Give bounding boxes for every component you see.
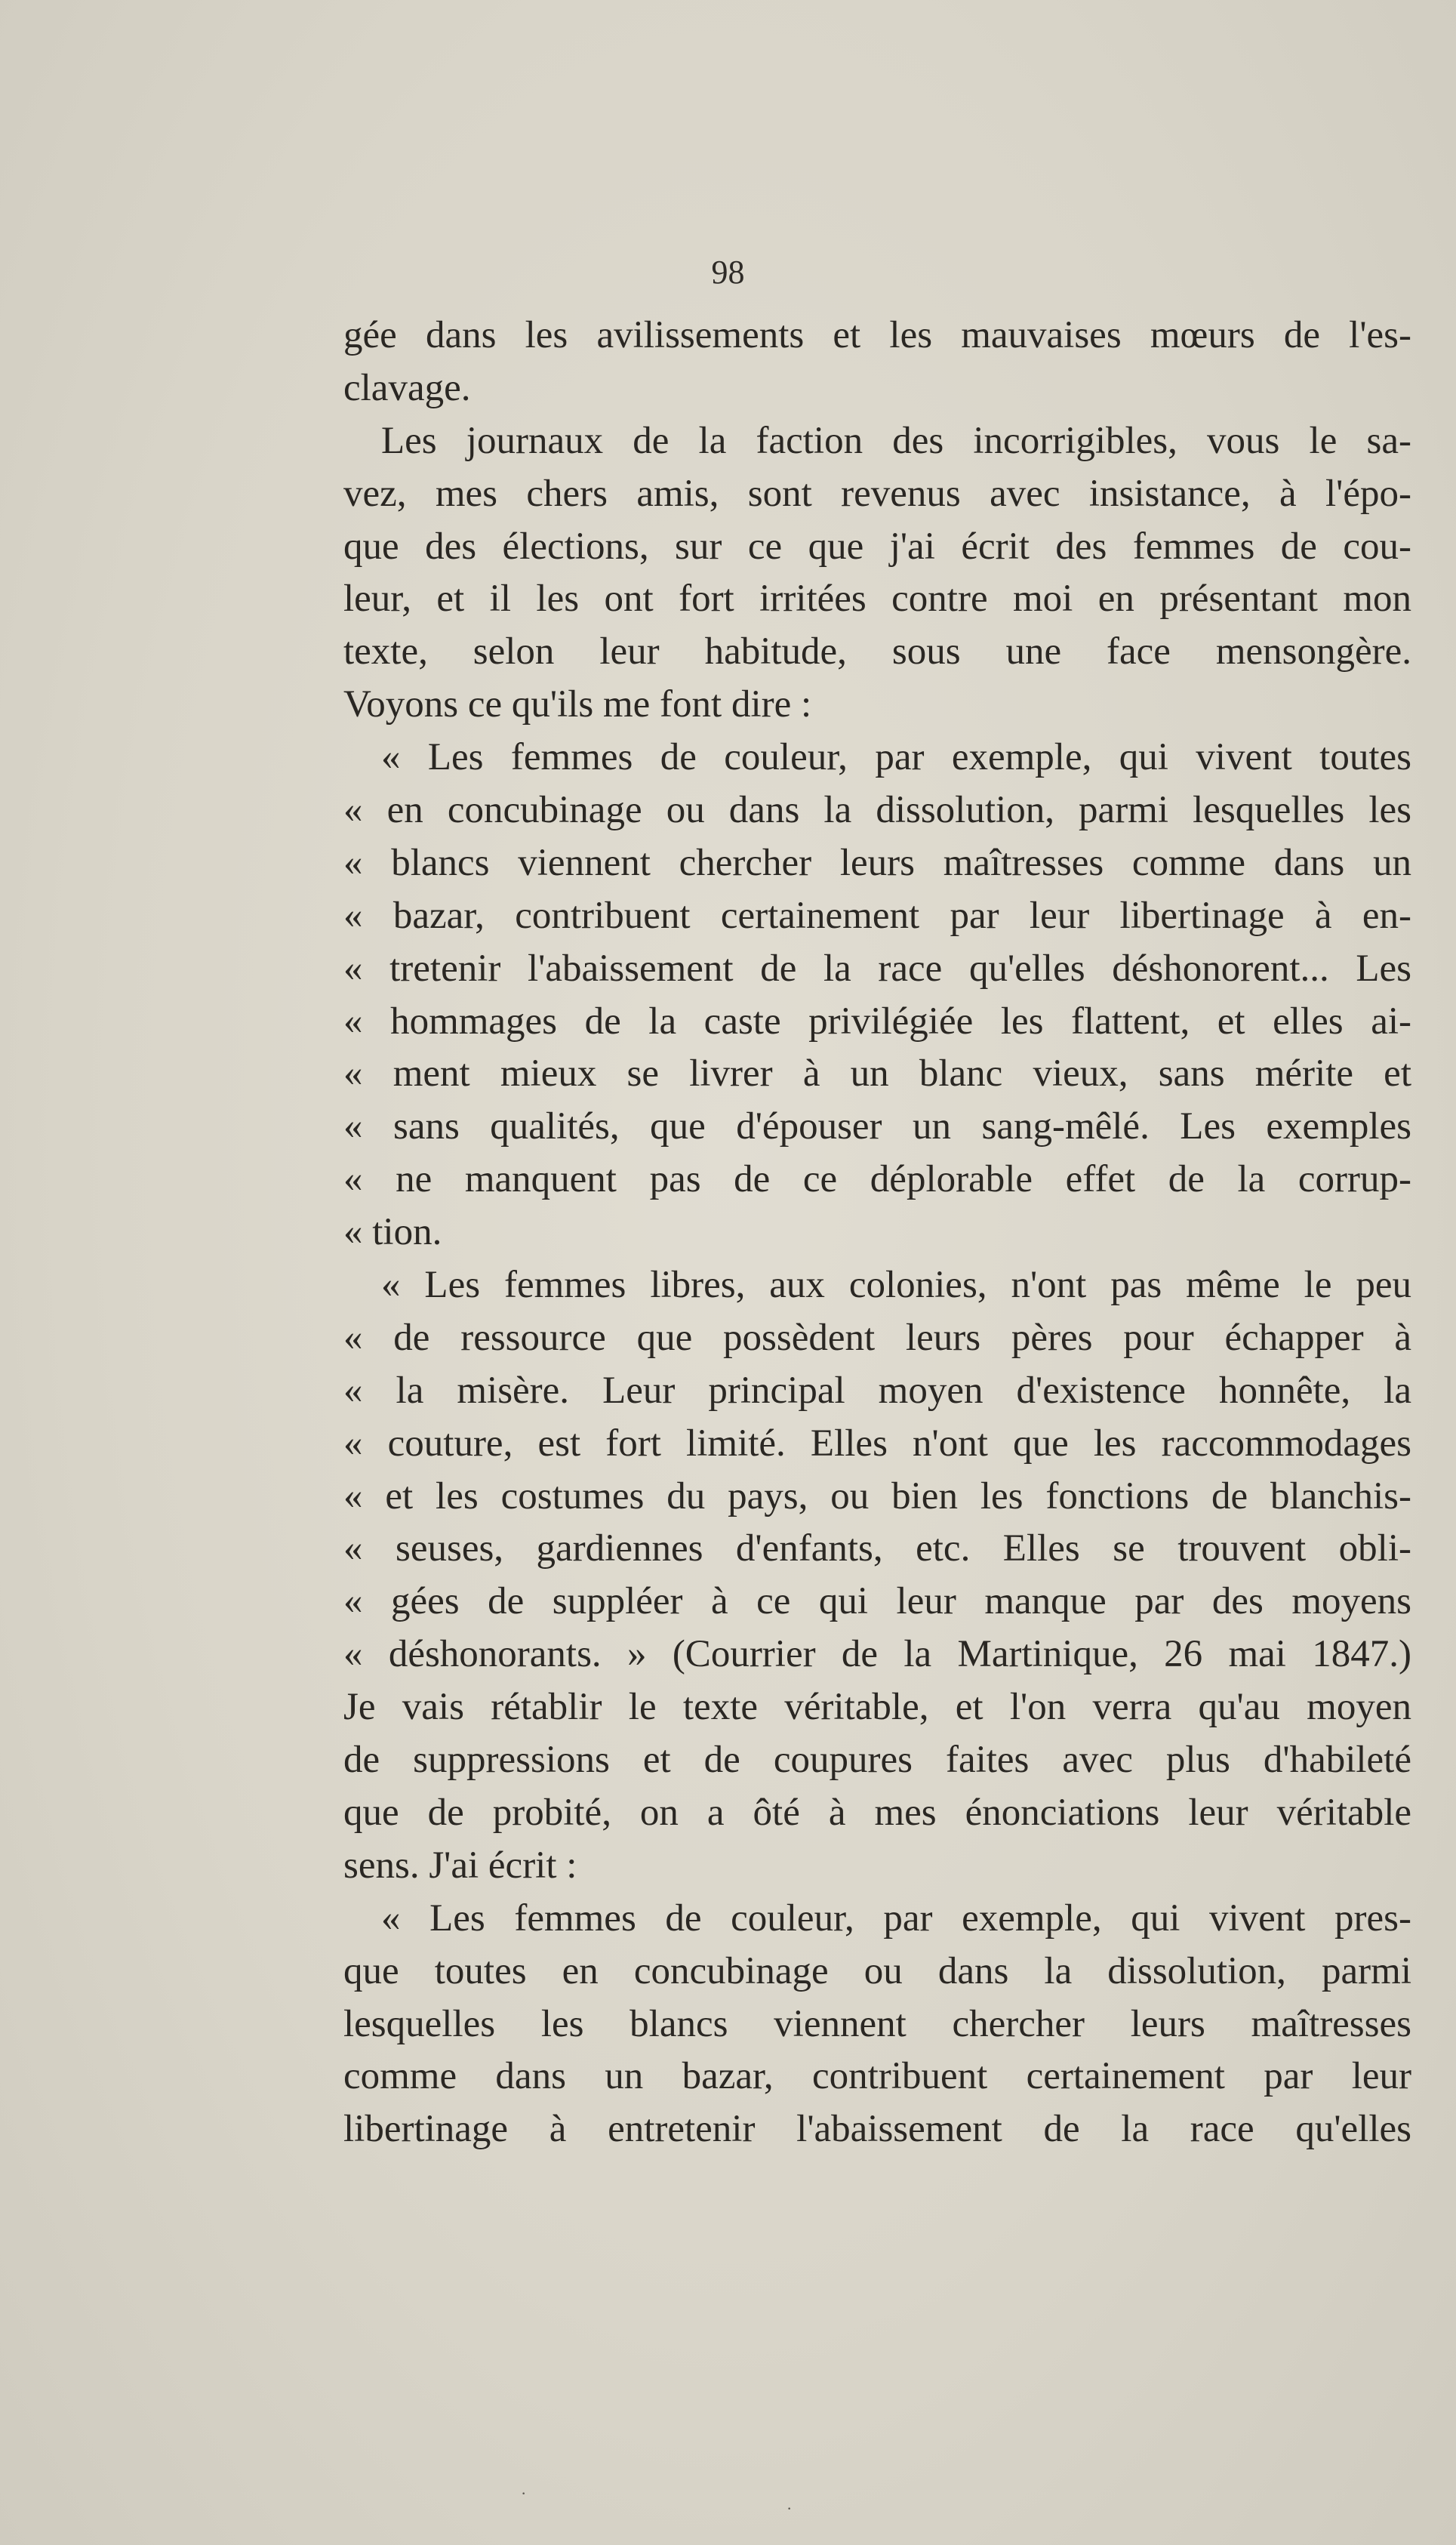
text-line: « en concubinage ou dans la dissolution, parmi lesquelles les	[343, 789, 1411, 832]
ink-speck: ·	[786, 2499, 793, 2518]
text-line: leur, et il les ont fort irritées contre moi en présentant mon	[343, 578, 1411, 621]
text-line: « tretenir l'abaissement de la race qu'elles déshonorent... Les	[343, 947, 1411, 990]
text-line: clavage.	[343, 366, 471, 409]
text-line: « tion.	[343, 1211, 442, 1254]
text-line: « déshonorants. » (Courrier de la Martinique, 26 mai 1847.)	[343, 1633, 1411, 1676]
text-line: « seuses, gardiennes d'enfants, etc. Elles se trouvent obli-	[343, 1527, 1411, 1570]
ink-speck: ·	[521, 2484, 527, 2503]
text-line: « sans qualités, que d'épouser un sang-mêlé. Les exemples	[343, 1105, 1411, 1148]
text-line: vez, mes chers amis, sont revenus avec insistance, à l'épo-	[343, 472, 1411, 515]
text-line: « et les costumes du pays, ou bien les fonctions de blanchis-	[343, 1474, 1411, 1517]
text-line: que des élections, sur ce que j'ai écrit des femmes de cou-	[343, 525, 1411, 568]
text-line: « Les femmes de couleur, par exemple, qui vivent toutes	[381, 736, 1411, 779]
body-text	[343, 310, 1411, 2156]
text-line: que de probité, on a ôté à mes énonciations leur véritable	[343, 1791, 1411, 1834]
text-line: « Les femmes de couleur, par exemple, qui vivent pres-	[381, 1896, 1411, 1940]
text-line: « couture, est fort limité. Elles n'ont que les raccommodages	[343, 1422, 1411, 1465]
text-line: sens. J'ai écrit :	[343, 1844, 577, 1887]
text-line: Voyons ce qu'ils me font dire :	[343, 683, 812, 726]
text-line: « hommages de la caste privilégiée les flattent, et elles ai-	[343, 1000, 1411, 1043]
text-line: « ne manquent pas de ce déplorable effet de la corrup-	[343, 1158, 1411, 1201]
text-line: de suppressions et de coupures faites avec plus d'habileté	[343, 1739, 1411, 1782]
text-line: « blancs viennent chercher leurs maîtresses comme dans un	[343, 841, 1411, 884]
text-line: « Les femmes libres, aux colonies, n'ont pas même le peu	[381, 1264, 1411, 1307]
text-line: comme dans un bazar, contribuent certainement par leur	[343, 2055, 1411, 2098]
text-line: « bazar, contribuent certainement par leur libertinage à en-	[343, 894, 1411, 937]
page-number: 98	[711, 254, 745, 291]
text-line: que toutes en concubinage ou dans la dissolution, parmi	[343, 1949, 1411, 1992]
text-line: texte, selon leur habitude, sous une face mensongère.	[343, 630, 1411, 673]
text-line: lesquelles les blancs viennent chercher leurs maîtresses	[343, 2002, 1411, 2045]
text-line: Je vais rétablir le texte véritable, et l'on verra qu'au moyen	[343, 1686, 1411, 1729]
text-line: gée dans les avilissements et les mauvaises mœurs de l'es-	[343, 314, 1411, 356]
text-line: « de ressource que possèdent leurs pères pour échapper à	[343, 1316, 1411, 1359]
text-line: libertinage à entretenir l'abaissement de la race qu'elles	[343, 2108, 1411, 2151]
text-line: « gées de suppléer à ce qui leur manque par des moyens	[343, 1580, 1411, 1623]
text-line: Les journaux de la faction des incorrigibles, vous le sa-	[381, 419, 1411, 462]
text-line: « la misère. Leur principal moyen d'existence honnête, la	[343, 1369, 1411, 1412]
text-line: « ment mieux se livrer à un blanc vieux, sans mérite et	[343, 1052, 1411, 1095]
